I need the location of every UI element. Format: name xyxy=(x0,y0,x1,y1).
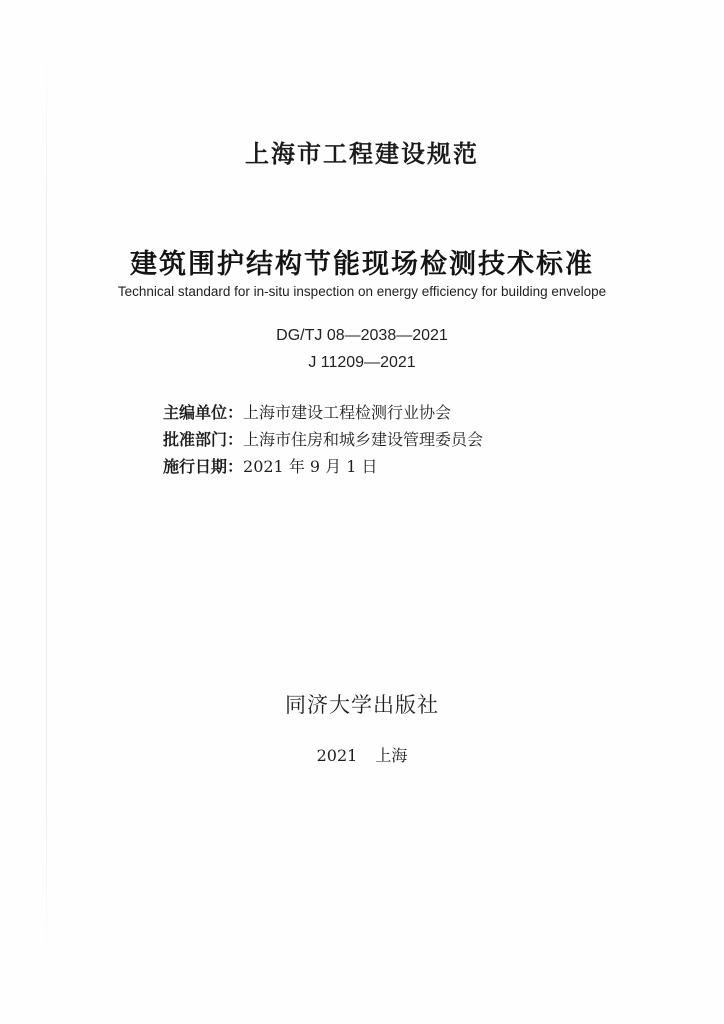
standard-code: DG/TJ 08—2038—2021 xyxy=(276,327,448,344)
standard-series: 上海市工程建设规范 xyxy=(245,140,479,168)
page-title-english: Technical standard for in-situ inspection on energy efficiency for building envelope xyxy=(117,284,607,299)
effective-date xyxy=(163,454,378,477)
editor-unit xyxy=(163,400,451,423)
editor-unit-label: 主编单位： xyxy=(163,403,244,422)
page-title: 建筑围护结构节能现场检测技术标准 xyxy=(130,249,594,280)
publication-city: 上海 xyxy=(375,746,408,765)
approving-department-value: 上海市住房和城乡建设管理委员会 xyxy=(243,430,484,449)
publication-info xyxy=(0,743,724,766)
approving-department xyxy=(163,427,483,450)
publication-year: 2021 xyxy=(316,746,358,765)
scan-edge-divider xyxy=(46,40,47,970)
approving-department-label: 批准部门： xyxy=(163,430,244,449)
effective-date-label: 施行日期： xyxy=(163,457,244,476)
effective-date-value: 2021 年 9 月 1 日 xyxy=(243,457,378,476)
editor-unit-value: 上海市建设工程检测行业协会 xyxy=(243,403,452,422)
publisher: 同济大学出版社 xyxy=(285,693,439,717)
record-number: J 11209—2021 xyxy=(308,354,416,371)
